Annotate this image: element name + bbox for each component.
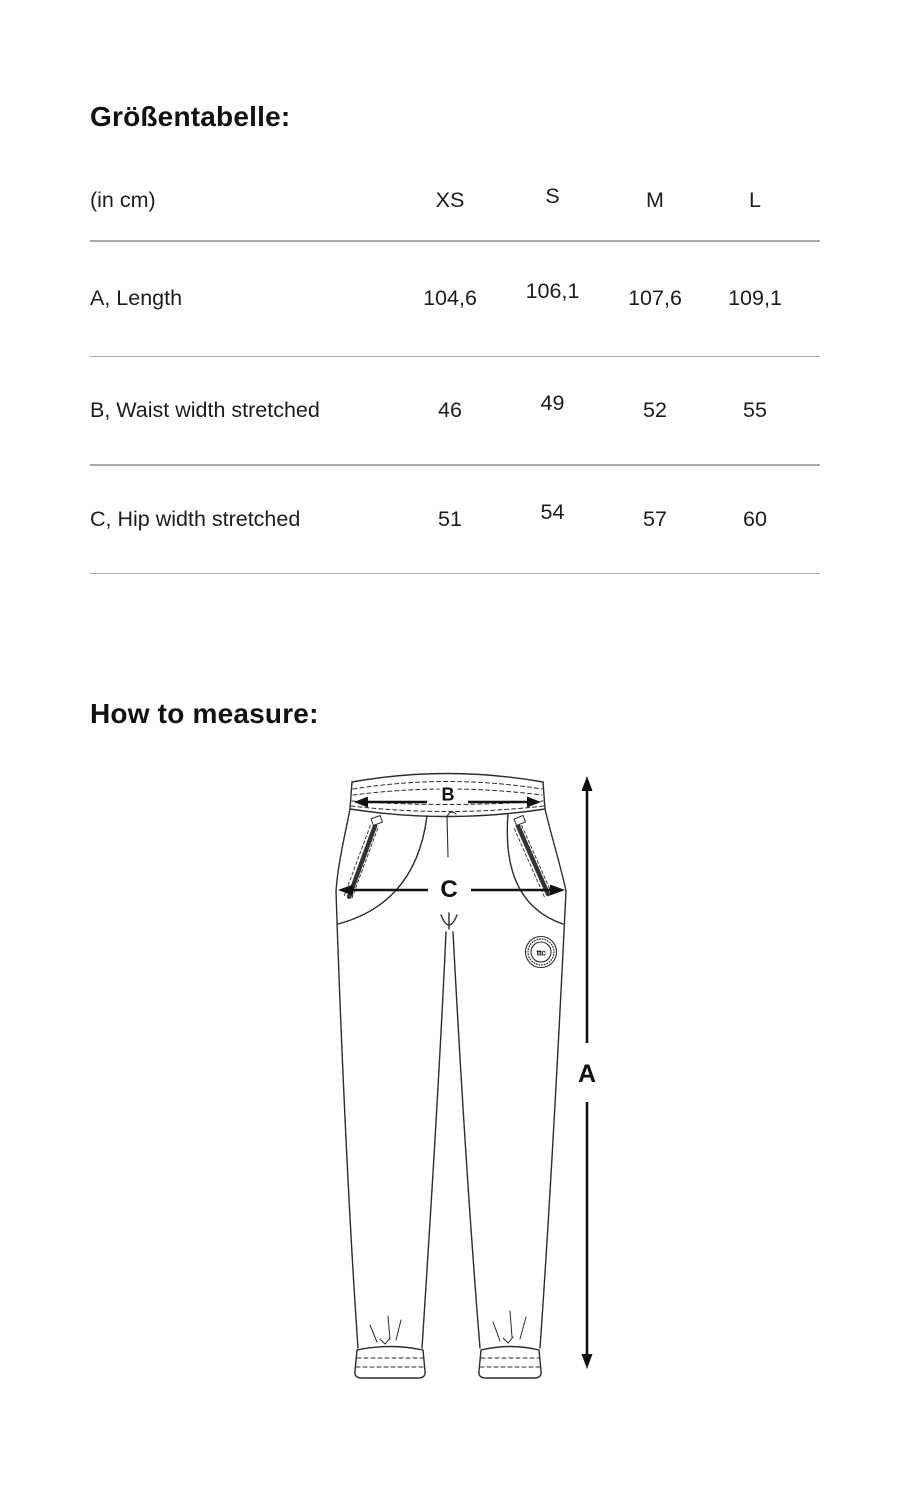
row-label: B, Waist width stretched — [90, 398, 320, 422]
value-cell: 49 — [540, 391, 565, 415]
waistband-outline — [352, 774, 543, 783]
table-row-waist — [90, 357, 820, 464]
cuff-right — [479, 1347, 541, 1379]
measure-arrows — [338, 776, 593, 1369]
how-to-measure-title: How to measure: — [90, 698, 319, 729]
value-cell: 60 — [743, 506, 767, 531]
value-cell: 52 — [643, 398, 667, 422]
value-cell: 57 — [643, 506, 667, 531]
value-cell: 51 — [438, 506, 462, 531]
row-label: A, Length — [90, 286, 183, 310]
row-label: C, Hip width stretched — [90, 506, 301, 531]
value-cell: 109,1 — [728, 286, 782, 310]
measurement-diagram — [300, 745, 640, 1405]
col-header-s: S — [545, 183, 560, 208]
unit-label: (in cm) — [90, 187, 156, 212]
pocket-curve-left — [338, 816, 427, 924]
length-label-a: A — [577, 1060, 597, 1088]
zipper-right — [514, 816, 552, 897]
col-header-l: L — [749, 187, 761, 212]
table-row-hip — [90, 466, 820, 573]
drawstring — [447, 812, 456, 857]
value-cell: 106,1 — [525, 279, 580, 303]
value-cell: 104,6 — [423, 286, 477, 310]
table-row-length — [90, 242, 820, 356]
col-header-m: M — [646, 187, 664, 212]
size-table-title: Größentabelle: — [90, 101, 291, 132]
divider — [90, 573, 820, 575]
value-cell: 55 — [743, 398, 767, 422]
value-cell: 46 — [438, 398, 462, 422]
table-header-row — [90, 160, 820, 240]
badge-monogram: ttc — [536, 947, 546, 958]
gather-wrinkles — [370, 1311, 526, 1344]
waist-label-b: B — [441, 784, 455, 805]
pants-drawing — [336, 774, 566, 1379]
value-cell: 107,6 — [628, 286, 682, 310]
hip-label-c: C — [440, 876, 458, 903]
cuff-left — [355, 1347, 425, 1379]
col-header-xs: XS — [435, 187, 465, 212]
size-table — [90, 160, 820, 574]
value-cell: 54 — [540, 499, 565, 524]
